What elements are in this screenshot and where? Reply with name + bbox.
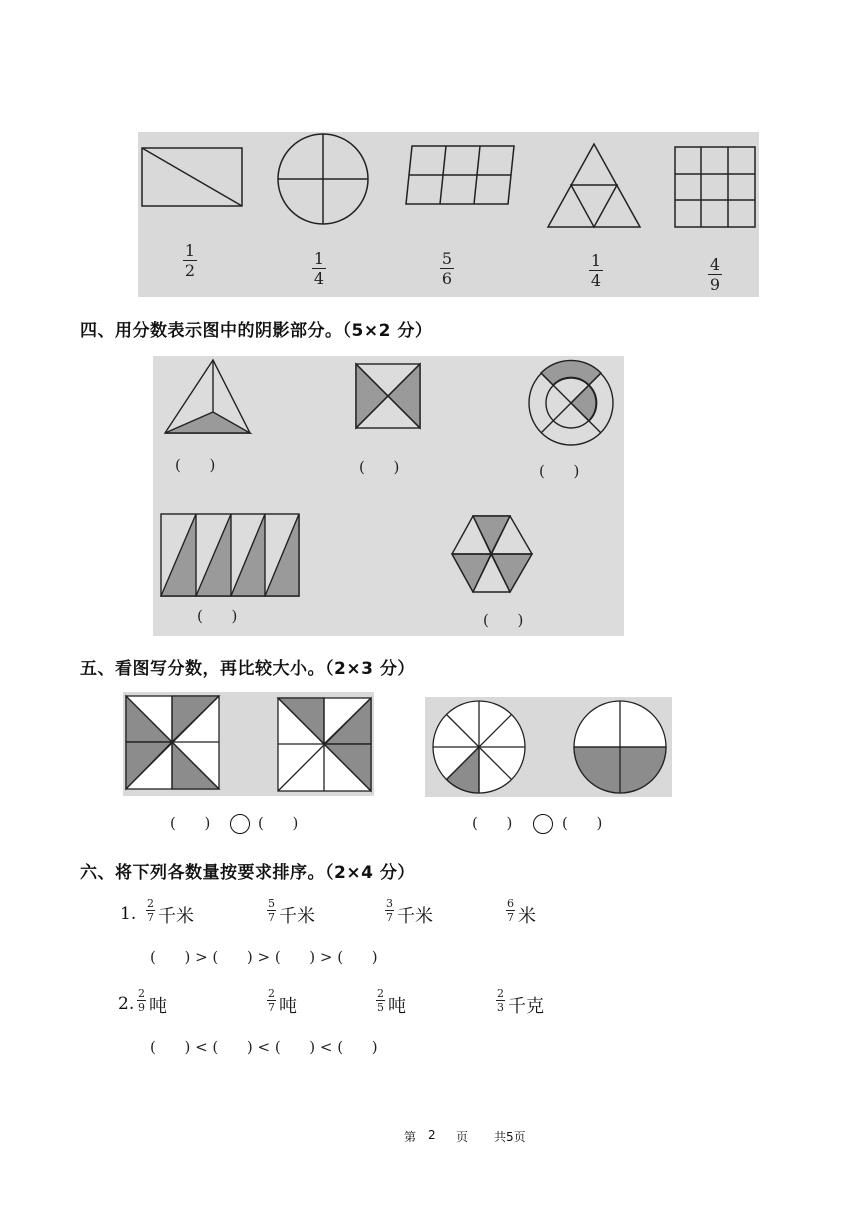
- q2-frac-4: 2 3: [497, 987, 504, 1014]
- q2-index: 2.: [118, 994, 135, 1014]
- fraction-figures-photo: [138, 132, 759, 297]
- compare-right-blank-a[interactable]: ( ): [472, 814, 513, 832]
- q1-unit-1: 千米: [158, 906, 194, 927]
- q2-frac-3: 2 5: [377, 987, 384, 1014]
- answer-blank-3[interactable]: ( ): [539, 462, 580, 480]
- fraction-label-4: 1 4: [590, 251, 602, 290]
- footer-page-suffix: 页: [456, 1130, 469, 1144]
- q1-frac-3: 3 7: [386, 897, 393, 924]
- q2-unit-3: 吨: [388, 996, 406, 1017]
- compare-right-blank-b[interactable]: ( ): [562, 814, 603, 832]
- q1-frac-2: 5 7: [268, 897, 275, 924]
- section6-title: 六、将下列各数量按要求排序。（2×4 分）: [80, 863, 415, 883]
- section4-title: 四、用分数表示图中的阴影部分。（5×2 分）: [80, 321, 433, 341]
- q2-frac-2: 2 7: [268, 987, 275, 1014]
- shaded-figures-svg: [153, 356, 624, 636]
- footer-page-label: 第: [404, 1130, 417, 1144]
- q2-unit-4: 千克: [508, 996, 544, 1017]
- answer-blank-2[interactable]: ( ): [359, 458, 400, 476]
- q1-unit-4: 米: [518, 906, 536, 927]
- q1-order-blanks[interactable]: ( ) > ( ) > ( ) > ( ): [150, 948, 378, 966]
- answer-blank-5[interactable]: ( ): [483, 611, 524, 629]
- fraction-label-1: 1 2: [184, 241, 196, 280]
- compare-circle-right[interactable]: [533, 814, 553, 834]
- q2-order-blanks[interactable]: ( ) < ( ) < ( ) < ( ): [150, 1038, 378, 1056]
- q1-unit-2: 千米: [279, 906, 315, 927]
- q1-frac-4: 6 7: [507, 897, 514, 924]
- q2-frac-1: 2 9: [138, 987, 145, 1014]
- shaded-figures-photo: [153, 356, 624, 636]
- compare-squares-svg: [123, 692, 374, 796]
- q1-unit-3: 千米: [397, 906, 433, 927]
- compare-circle-left[interactable]: [230, 814, 250, 834]
- section5-title: 五、看图写分数，再比较大小。（2×3 分）: [80, 659, 415, 679]
- fraction-label-3: 5 6: [441, 249, 453, 288]
- grid-3x3-shape: [675, 147, 755, 227]
- compare-circles-svg: [425, 697, 672, 797]
- q1-frac-1: 2 7: [147, 897, 154, 924]
- compare-squares-photo: [123, 692, 374, 796]
- compare-circles-photo: [425, 697, 672, 797]
- compare-left-blank-b[interactable]: ( ): [258, 814, 299, 832]
- compare-left-blank-a[interactable]: ( ): [170, 814, 211, 832]
- fraction-label-5: 4 9: [709, 255, 721, 294]
- answer-blank-4[interactable]: ( ): [197, 607, 238, 625]
- q2-unit-1: 吨: [149, 996, 167, 1017]
- footer-total-pages: 共5页: [494, 1130, 526, 1144]
- q2-unit-2: 吨: [279, 996, 297, 1017]
- fraction-label-2: 1 4: [313, 249, 325, 288]
- answer-blank-1[interactable]: ( ): [175, 456, 216, 474]
- footer-page-number: 2: [428, 1128, 436, 1142]
- q1-index: 1.: [120, 904, 137, 924]
